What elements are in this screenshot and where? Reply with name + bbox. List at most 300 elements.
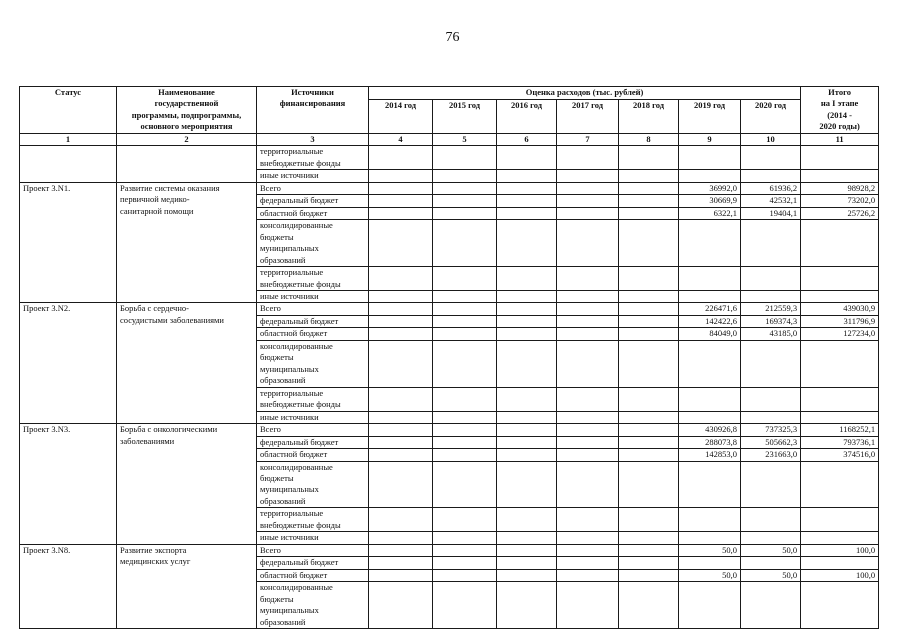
- header-name: [117, 87, 257, 134]
- source-line: иные источники: [260, 411, 319, 422]
- value-cell: [679, 290, 741, 302]
- value-cell: [741, 508, 801, 532]
- value-cell: [497, 182, 557, 194]
- table-row: [20, 424, 879, 436]
- value-cell: [433, 220, 497, 267]
- value-cell: [557, 532, 619, 544]
- source-cell: [257, 582, 369, 629]
- header-year: 2016 год: [497, 99, 557, 133]
- source-line: консолидированные: [260, 582, 333, 593]
- source-line: иные источники: [260, 532, 319, 543]
- value-cell: [497, 532, 557, 544]
- table-row: [20, 146, 879, 170]
- source-line: областной бюджет: [260, 449, 328, 460]
- value-cell: [369, 569, 433, 581]
- value-cell: [619, 387, 679, 411]
- value-cell: [679, 387, 741, 411]
- header-total-line: Итого: [828, 87, 851, 97]
- value-cell: [619, 267, 679, 291]
- source-line: муниципальных: [260, 243, 319, 254]
- table-row: [20, 303, 879, 315]
- project-status: Проект 3.N8.: [20, 544, 117, 628]
- value-cell: [369, 195, 433, 207]
- value-cell: 36992,0: [679, 182, 741, 194]
- source-line: территориальные: [260, 146, 324, 157]
- source-line: федеральный бюджет: [260, 557, 339, 568]
- value-cell: [619, 436, 679, 448]
- value-cell: 288073,8: [679, 436, 741, 448]
- value-cell: [801, 220, 879, 267]
- header-source: [257, 87, 369, 134]
- source-line: консолидированные: [260, 340, 333, 351]
- value-cell: 231663,0: [741, 449, 801, 461]
- header-estimate: Оценка расходов (тыс. рублей): [369, 87, 801, 100]
- value-cell: 142853,0: [679, 449, 741, 461]
- value-cell: [741, 557, 801, 569]
- value-cell: [369, 461, 433, 508]
- value-cell: [433, 303, 497, 315]
- header-total: [801, 87, 879, 134]
- value-cell: [741, 146, 801, 170]
- value-cell: [369, 557, 433, 569]
- column-number: 9: [679, 133, 741, 145]
- value-cell: [741, 340, 801, 387]
- project-status: Проект 3.N2.: [20, 303, 117, 424]
- value-cell: 25726,2: [801, 207, 879, 219]
- value-cell: [557, 569, 619, 581]
- value-cell: [369, 267, 433, 291]
- value-cell: [433, 340, 497, 387]
- source-line: бюджеты: [260, 473, 294, 483]
- value-cell: [557, 170, 619, 182]
- source-line: образований: [260, 616, 306, 627]
- value-cell: [433, 207, 497, 219]
- source-cell: [257, 303, 369, 315]
- value-cell: [557, 544, 619, 556]
- value-cell: [557, 340, 619, 387]
- header-year: 2015 год: [433, 99, 497, 133]
- source-line: муниципальных: [260, 605, 319, 616]
- value-cell: [741, 220, 801, 267]
- value-cell: 50,0: [741, 569, 801, 581]
- value-cell: [619, 449, 679, 461]
- project-name: [117, 303, 257, 424]
- source-line: муниципальных: [260, 363, 319, 374]
- project-status: Проект 3.N1.: [20, 182, 117, 303]
- value-cell: [433, 195, 497, 207]
- value-cell: [497, 449, 557, 461]
- value-cell: [433, 170, 497, 182]
- value-cell: [497, 424, 557, 436]
- column-number: 11: [801, 133, 879, 145]
- value-cell: 737325,3: [741, 424, 801, 436]
- value-cell: [557, 146, 619, 170]
- value-cell: [497, 170, 557, 182]
- column-number: 6: [497, 133, 557, 145]
- source-line: иные источники: [260, 290, 319, 301]
- value-cell: [433, 315, 497, 327]
- value-cell: [557, 182, 619, 194]
- header-row-1: [20, 87, 879, 100]
- value-cell: 61936,2: [741, 182, 801, 194]
- value-cell: [801, 461, 879, 508]
- source-line: территориальные: [260, 387, 324, 398]
- value-cell: [801, 532, 879, 544]
- value-cell: 374516,0: [801, 449, 879, 461]
- value-cell: [497, 328, 557, 340]
- value-cell: [369, 170, 433, 182]
- value-cell: [679, 508, 741, 532]
- column-number: 7: [557, 133, 619, 145]
- value-cell: [619, 569, 679, 581]
- source-line: Всего: [260, 182, 281, 193]
- column-number: 5: [433, 133, 497, 145]
- header-year: 2019 год: [679, 99, 741, 133]
- value-cell: [369, 582, 433, 629]
- source-cell: [257, 544, 369, 556]
- value-cell: 50,0: [679, 569, 741, 581]
- value-cell: [679, 146, 741, 170]
- value-cell: [369, 220, 433, 267]
- value-cell: [801, 411, 879, 423]
- source-line: внебюджетные фонды: [260, 519, 341, 530]
- value-cell: 311796,9: [801, 315, 879, 327]
- value-cell: [741, 582, 801, 629]
- value-cell: [557, 267, 619, 291]
- value-cell: [679, 340, 741, 387]
- header-year: 2014 год: [369, 99, 433, 133]
- value-cell: [497, 146, 557, 170]
- value-cell: 1168252,1: [801, 424, 879, 436]
- value-cell: [497, 461, 557, 508]
- value-cell: [557, 582, 619, 629]
- value-cell: [741, 532, 801, 544]
- table-body: [20, 146, 879, 629]
- value-cell: [801, 557, 879, 569]
- value-cell: [557, 436, 619, 448]
- value-cell: [679, 582, 741, 629]
- value-cell: [619, 220, 679, 267]
- value-cell: [679, 220, 741, 267]
- project-status: Проект 3.N3.: [20, 424, 117, 545]
- header-col-numbers: [20, 133, 879, 145]
- header-total-line: 2020 годы): [819, 121, 860, 132]
- value-cell: [619, 508, 679, 532]
- value-cell: 50,0: [679, 544, 741, 556]
- value-cell: [619, 544, 679, 556]
- value-cell: 100,0: [801, 569, 879, 581]
- value-cell: 43185,0: [741, 328, 801, 340]
- source-line: областной бюджет: [260, 207, 328, 218]
- source-cell: [257, 340, 369, 387]
- name-cell: [117, 146, 257, 182]
- value-cell: [679, 532, 741, 544]
- project-name-line: Развитие экспорта: [120, 544, 187, 555]
- source-line: внебюджетные фонды: [260, 399, 341, 410]
- value-cell: [619, 182, 679, 194]
- value-cell: [679, 267, 741, 291]
- value-cell: [497, 544, 557, 556]
- project-name-line: санитарной помощи: [120, 205, 194, 216]
- budget-table: [19, 86, 879, 629]
- value-cell: [557, 303, 619, 315]
- value-cell: [497, 315, 557, 327]
- column-number: 4: [369, 133, 433, 145]
- value-cell: [433, 182, 497, 194]
- value-cell: [557, 315, 619, 327]
- source-cell: [257, 508, 369, 532]
- value-cell: [619, 207, 679, 219]
- value-cell: 73202,0: [801, 195, 879, 207]
- header-status: [20, 87, 117, 134]
- source-cell: [257, 569, 369, 581]
- header-name-line: основного мероприятия: [140, 121, 233, 132]
- value-cell: [557, 290, 619, 302]
- value-cell: [801, 387, 879, 411]
- source-cell: [257, 170, 369, 182]
- value-cell: [619, 532, 679, 544]
- value-cell: [433, 461, 497, 508]
- value-cell: 169374,3: [741, 315, 801, 327]
- value-cell: [801, 170, 879, 182]
- source-line: областной бюджет: [260, 328, 328, 339]
- value-cell: [497, 267, 557, 291]
- project-name-line: заболеваниями: [120, 435, 175, 446]
- value-cell: [433, 387, 497, 411]
- value-cell: [741, 411, 801, 423]
- source-cell: [257, 461, 369, 508]
- source-line: внебюджетные фонды: [260, 157, 341, 168]
- value-cell: [679, 557, 741, 569]
- value-cell: [557, 508, 619, 532]
- value-cell: [741, 170, 801, 182]
- value-cell: [369, 328, 433, 340]
- column-number: 1: [20, 133, 117, 145]
- value-cell: [369, 436, 433, 448]
- column-number: 3: [257, 133, 369, 145]
- source-line: бюджеты: [260, 231, 294, 242]
- header-source-line: Источники: [291, 87, 334, 97]
- value-cell: [679, 411, 741, 423]
- source-line: бюджеты: [260, 593, 294, 604]
- source-cell: [257, 290, 369, 302]
- value-cell: 793736,1: [801, 436, 879, 448]
- source-cell: [257, 315, 369, 327]
- source-line: территориальные: [260, 267, 324, 278]
- value-cell: [497, 557, 557, 569]
- project-name-line: медицинских услуг: [120, 556, 191, 567]
- header-year: 2018 год: [619, 99, 679, 133]
- source-cell: [257, 387, 369, 411]
- value-cell: [557, 328, 619, 340]
- value-cell: 30669,9: [679, 195, 741, 207]
- source-line: образований: [260, 254, 306, 265]
- project-name-line: сосудистыми заболеваниями: [120, 314, 224, 325]
- value-cell: [433, 569, 497, 581]
- value-cell: 50,0: [741, 544, 801, 556]
- value-cell: [433, 328, 497, 340]
- value-cell: [619, 424, 679, 436]
- value-cell: [433, 436, 497, 448]
- source-cell: [257, 532, 369, 544]
- value-cell: 6322,1: [679, 207, 741, 219]
- value-cell: [497, 220, 557, 267]
- value-cell: [369, 449, 433, 461]
- source-cell: [257, 182, 369, 194]
- value-cell: 226471,6: [679, 303, 741, 315]
- value-cell: [433, 544, 497, 556]
- source-line: федеральный бюджет: [260, 195, 339, 206]
- value-cell: [369, 315, 433, 327]
- header-status-line: Статус: [54, 87, 82, 97]
- header-name-line: государственной: [154, 98, 219, 109]
- source-cell: [257, 220, 369, 267]
- value-cell: [369, 303, 433, 315]
- project-name-line: первичной медико-: [120, 194, 190, 205]
- value-cell: [497, 508, 557, 532]
- value-cell: 430926,8: [679, 424, 741, 436]
- source-cell: [257, 146, 369, 170]
- value-cell: [557, 387, 619, 411]
- value-cell: [619, 557, 679, 569]
- value-cell: [369, 182, 433, 194]
- source-line: областной бюджет: [260, 569, 328, 580]
- page-number: 76: [445, 30, 460, 45]
- value-cell: [433, 290, 497, 302]
- value-cell: [741, 267, 801, 291]
- source-cell: [257, 207, 369, 219]
- value-cell: [619, 195, 679, 207]
- value-cell: [801, 582, 879, 629]
- value-cell: [497, 340, 557, 387]
- source-line: Всего: [260, 544, 281, 555]
- value-cell: [619, 328, 679, 340]
- value-cell: [619, 290, 679, 302]
- column-number: 8: [619, 133, 679, 145]
- source-line: муниципальных: [260, 484, 319, 495]
- source-line: Всего: [260, 303, 281, 314]
- value-cell: [433, 508, 497, 532]
- value-cell: 505662,3: [741, 436, 801, 448]
- value-cell: 127234,0: [801, 328, 879, 340]
- value-cell: 19404,1: [741, 207, 801, 219]
- table-row: [20, 182, 879, 194]
- source-cell: [257, 328, 369, 340]
- source-line: внебюджетные фонды: [260, 278, 341, 289]
- value-cell: [369, 146, 433, 170]
- source-line: образований: [260, 375, 306, 386]
- value-cell: [801, 146, 879, 170]
- value-cell: [369, 290, 433, 302]
- value-cell: [433, 557, 497, 569]
- project-name-line: Борьба с онкологическими: [120, 424, 218, 435]
- value-cell: 98928,2: [801, 182, 879, 194]
- value-cell: 42532,1: [741, 195, 801, 207]
- value-cell: [497, 569, 557, 581]
- value-cell: [557, 424, 619, 436]
- source-cell: [257, 449, 369, 461]
- value-cell: [619, 146, 679, 170]
- project-name: [117, 424, 257, 545]
- value-cell: [369, 340, 433, 387]
- source-line: федеральный бюджет: [260, 315, 339, 326]
- header-year: 2017 год: [557, 99, 619, 133]
- value-cell: [369, 387, 433, 411]
- value-cell: [801, 340, 879, 387]
- table-row: [20, 544, 879, 556]
- value-cell: [741, 290, 801, 302]
- value-cell: [497, 582, 557, 629]
- value-cell: [619, 315, 679, 327]
- value-cell: [497, 387, 557, 411]
- source-cell: [257, 557, 369, 569]
- source-line: консолидированные: [260, 220, 333, 231]
- value-cell: 142422,6: [679, 315, 741, 327]
- value-cell: [497, 290, 557, 302]
- value-cell: [679, 461, 741, 508]
- status-cell: [20, 146, 117, 182]
- value-cell: [741, 461, 801, 508]
- value-cell: 100,0: [801, 544, 879, 556]
- header-total-line: (2014 -: [827, 109, 852, 120]
- value-cell: [557, 220, 619, 267]
- value-cell: [679, 170, 741, 182]
- value-cell: [369, 544, 433, 556]
- value-cell: [497, 411, 557, 423]
- value-cell: 439030,9: [801, 303, 879, 315]
- project-name: [117, 544, 257, 628]
- value-cell: 212559,3: [741, 303, 801, 315]
- value-cell: [557, 557, 619, 569]
- column-number: 2: [117, 133, 257, 145]
- project-name-line: Развитие системы оказания: [120, 182, 220, 193]
- source-cell: [257, 411, 369, 423]
- value-cell: [557, 461, 619, 508]
- header-name-line: Наименование: [158, 87, 215, 97]
- source-line: федеральный бюджет: [260, 436, 339, 447]
- source-line: иные источники: [260, 170, 319, 181]
- value-cell: [433, 582, 497, 629]
- header-name-line: программы, подпрограммы,: [131, 109, 242, 120]
- value-cell: [741, 387, 801, 411]
- value-cell: [619, 411, 679, 423]
- source-cell: [257, 267, 369, 291]
- value-cell: [801, 290, 879, 302]
- value-cell: [497, 207, 557, 219]
- value-cell: [433, 449, 497, 461]
- value-cell: [369, 411, 433, 423]
- source-line: бюджеты: [260, 352, 294, 363]
- value-cell: [433, 424, 497, 436]
- value-cell: [801, 508, 879, 532]
- source-cell: [257, 195, 369, 207]
- source-line: консолидированные: [260, 461, 333, 472]
- source-cell: [257, 424, 369, 436]
- project-name-line: Борьба с сердечно-: [120, 303, 189, 314]
- value-cell: [433, 532, 497, 544]
- value-cell: [433, 267, 497, 291]
- value-cell: [557, 411, 619, 423]
- value-cell: [433, 146, 497, 170]
- value-cell: [619, 340, 679, 387]
- table-header: [20, 87, 879, 146]
- value-cell: [619, 303, 679, 315]
- source-cell: [257, 436, 369, 448]
- column-number: 10: [741, 133, 801, 145]
- value-cell: [557, 449, 619, 461]
- value-cell: [369, 508, 433, 532]
- value-cell: [619, 461, 679, 508]
